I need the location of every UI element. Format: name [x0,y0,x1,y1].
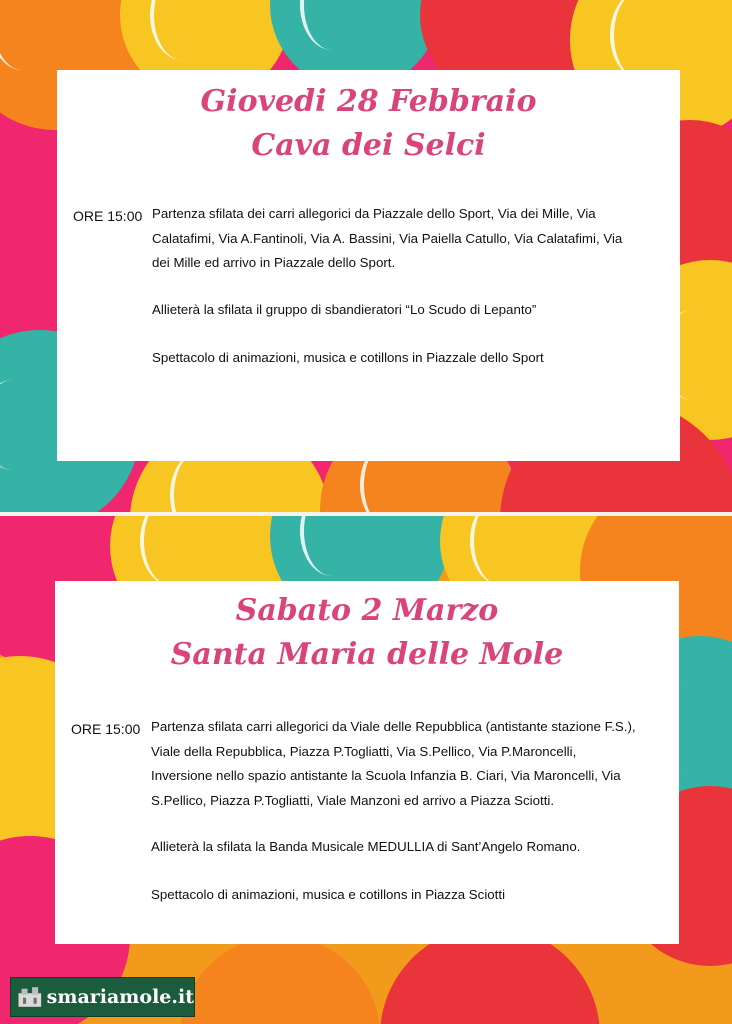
event-location-title: Santa Maria delle Mole [170,637,564,672]
event-route-text: Partenza sfilata carri allegorici da Viale delle Repubblica (antistante stazione F.S.), Viale della Repubblica, Piazza P.Togliatti, Via S.Pellico, Via P.Maroncelli, Inversione nello spazio antistante la Scuola Infanzia B. Ciari, Via Maroncelli, Via S.Pellico, Piazza P.Togliatti, Viale Manzoni ed arrivo a Piazza Sciotti. [151,719,636,808]
event-show-text: Spettacolo di animazioni, musica e cotillons in Piazza Sciotti [151,887,506,902]
event-route-text: Partenza sfilata dei carri allegorici da Piazzale dello Sport, Via dei Mille, Via Calatafimi, Via A.Fantinoli, Via A. Bassini, Via Paiella Catullo, Via Calatafimi, Via dei Mille ed arrivo in Piazzale dello Sport. [152,206,623,270]
event-panel-cava-dei-selci [57,70,680,461]
balloon [180,936,380,1024]
site-watermark [10,977,195,1017]
event-entertainment-text: Allieterà la sfilata il gruppo di sbandieratori “Lo Scudo di Lepanto” [152,302,537,317]
event-show-text: Spettacolo di animazioni, musica e cotillons in Piazzale dello Sport [152,350,544,365]
event-time: ORE 15:00 [73,208,143,224]
event-time: ORE 15:00 [71,721,141,737]
event-entertainment-text: Allieterà la sfilata la Banda Musicale MEDULLIA di Sant’Angelo Romano. [151,839,581,854]
event-panel-santa-maria-delle-mole [55,581,679,944]
event-date-title: Sabato 2 Marzo [235,593,499,628]
town-logo-icon [17,982,43,1012]
event-location-title: Cava dei Selci [251,128,486,163]
event-date-title: Giovedi 28 Febbraio [200,84,537,119]
watermark-text: smariamole.it [46,986,194,1008]
